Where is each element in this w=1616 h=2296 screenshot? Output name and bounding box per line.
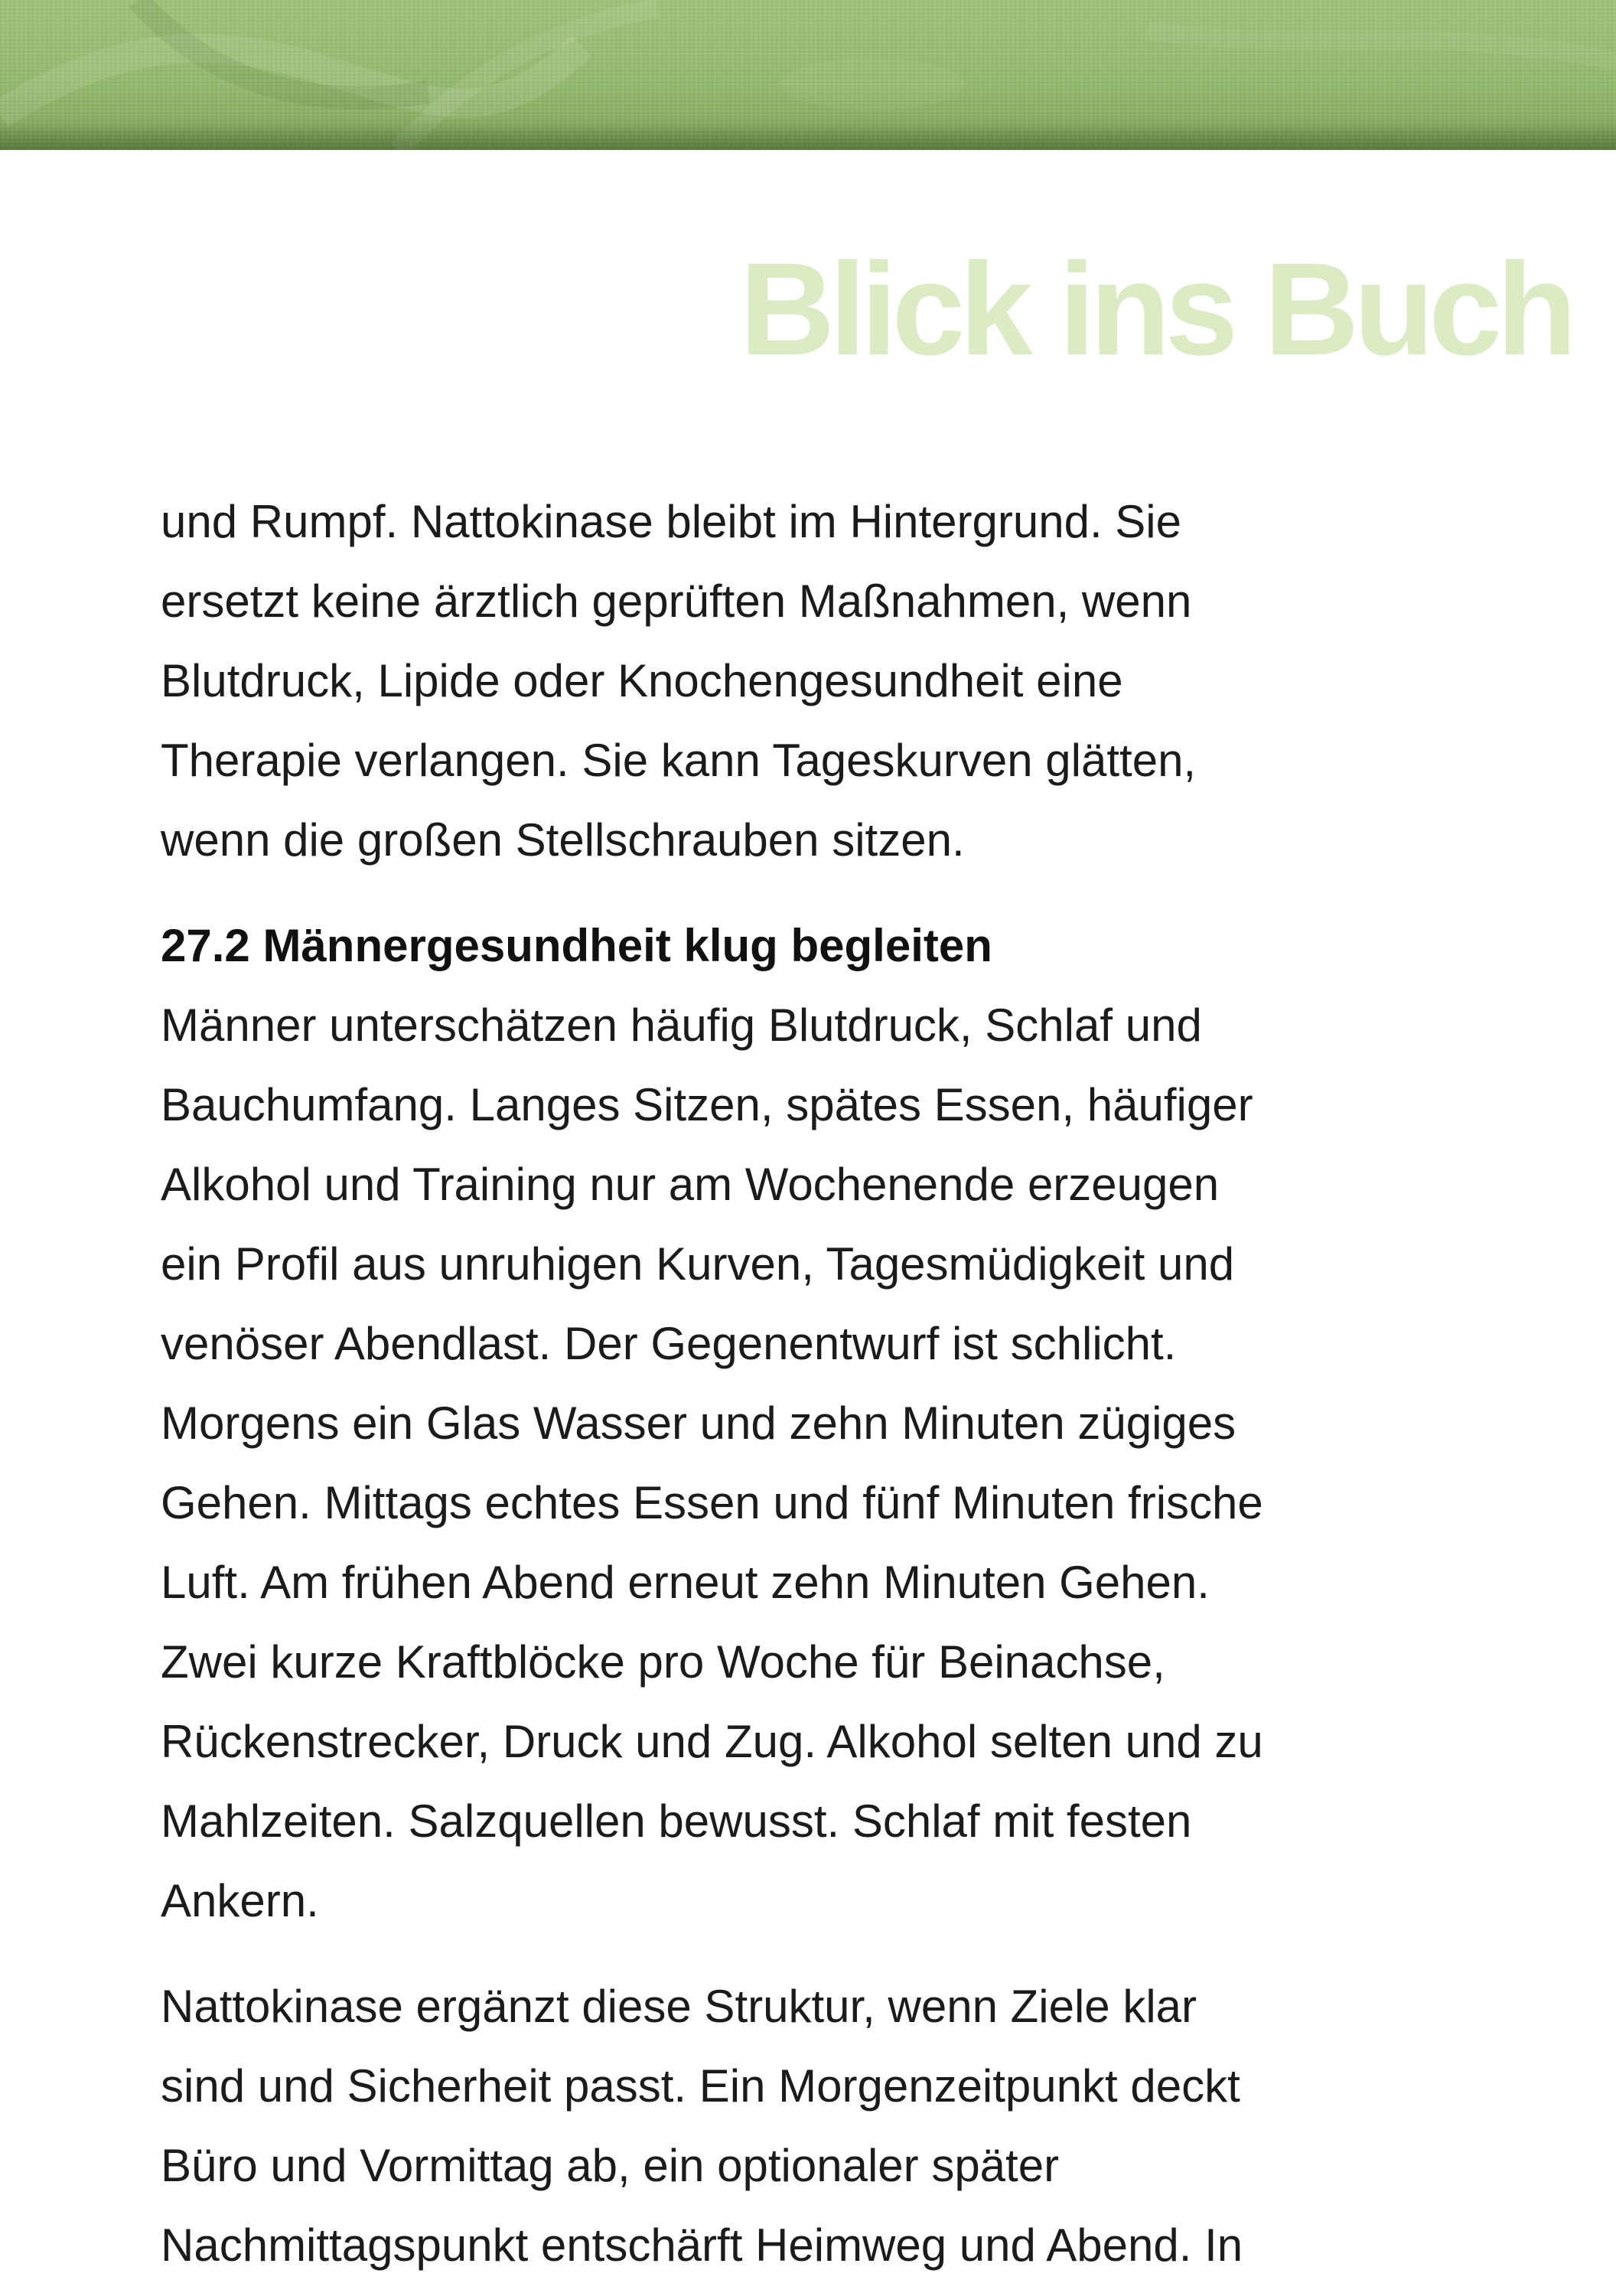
text-line: Zwei kurze Kraftblöcke pro Woche für Beinachse, bbox=[161, 1636, 1165, 1688]
text-line: Luft. Am frühen Abend erneut zehn Minuten Gehen. bbox=[161, 1557, 1210, 1608]
text-line: Bauchumfang. Langes Sitzen, spätes Essen, häufiger bbox=[161, 1079, 1253, 1130]
text-line: Nattokinase ergänzt diese Struktur, wenn Ziele klar bbox=[161, 1981, 1197, 2032]
section-paragraph bbox=[161, 986, 1477, 1941]
text-line: ersetzt keine ärztlich geprüften Maßnahmen, wenn bbox=[161, 576, 1192, 627]
text-line: wenn die großen Stellschrauben sitzen. bbox=[161, 814, 965, 866]
text-line: Rückenstrecker, Druck und Zug. Alkohol selten und zu bbox=[161, 1716, 1263, 1767]
book-excerpt bbox=[161, 482, 1477, 2285]
section-heading: 27.2 Männergesundheit klug begleiten bbox=[161, 920, 992, 971]
text-line: Nachmittagspunkt entschärft Heimweg und Abend. In bbox=[161, 2219, 1243, 2271]
text-line: Blutdruck, Lipide oder Knochengesundheit eine bbox=[161, 655, 1123, 706]
text-line: Mahlzeiten. Salzquellen bewusst. Schlaf mit festen bbox=[161, 1795, 1192, 1847]
header-banner bbox=[0, 0, 1616, 150]
text-line: Gehen. Mittags echtes Essen und fünf Minuten frische bbox=[161, 1477, 1263, 1528]
text-line: Alkohol und Training nur am Wochenende erzeugen bbox=[161, 1159, 1220, 1210]
intro-paragraph bbox=[161, 482, 1477, 880]
text-line: und Rumpf. Nattokinase bleibt im Hintergrund. Sie bbox=[161, 496, 1182, 547]
text-line: Büro und Vormittag ab, ein optionaler später bbox=[161, 2140, 1060, 2191]
text-line: Männer unterschätzen häufig Blutdruck, Schlaf und bbox=[161, 1000, 1202, 1051]
text-line: Therapie verlangen. Sie kann Tageskurven glätten, bbox=[161, 735, 1197, 786]
page-title: Blick ins Buch bbox=[739, 236, 1572, 383]
text-line: ein Profil aus unruhigen Kurven, Tagesmüdigkeit und bbox=[161, 1238, 1235, 1290]
text-line: sind und Sicherheit passt. Ein Morgenzeitpunkt deckt bbox=[161, 2060, 1240, 2112]
closing-paragraph bbox=[161, 1967, 1477, 2285]
banner-shadow bbox=[0, 119, 1616, 150]
text-line: venöser Abendlast. Der Gegenentwurf ist schlicht. bbox=[161, 1318, 1177, 1369]
text-line: Ankern. bbox=[161, 1875, 319, 1926]
text-line: Morgens ein Glas Wasser und zehn Minuten zügiges bbox=[161, 1397, 1236, 1449]
